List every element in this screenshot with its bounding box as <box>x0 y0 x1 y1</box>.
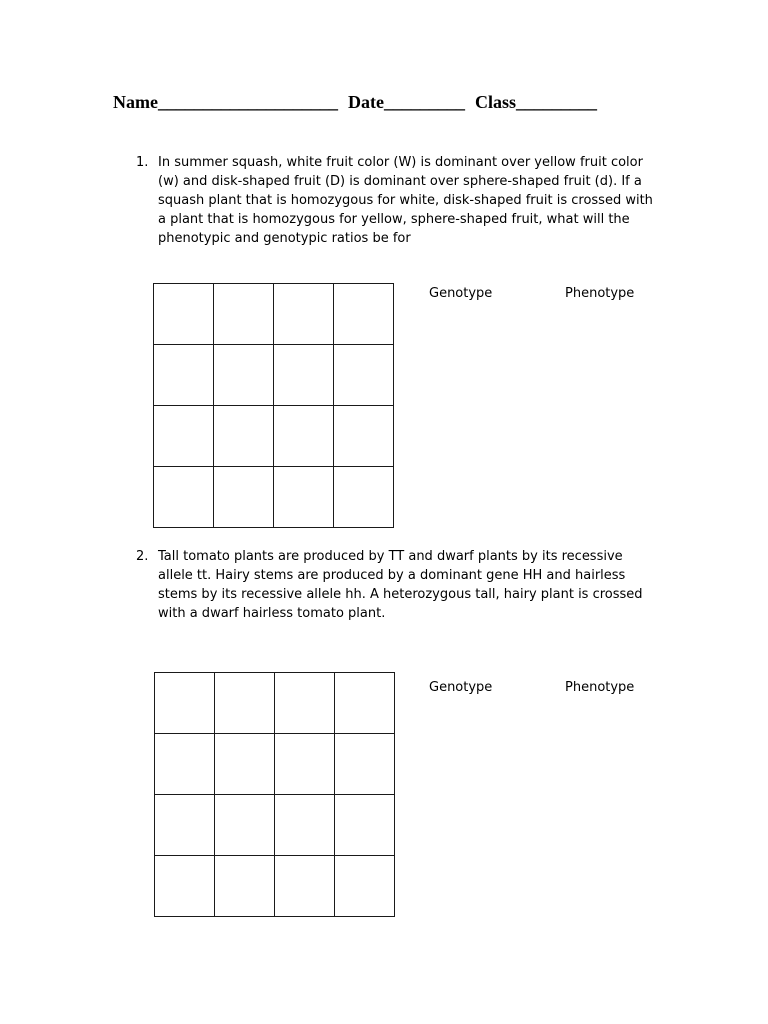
punnett-cell[interactable] <box>275 734 335 795</box>
punnett-cell[interactable] <box>154 467 214 528</box>
question-text: In summer squash, white fruit color (W) is dominant over yellow fruit color (w) and disk-shaped fruit (D) is dominant over sphere-shaped fruit (d). If a squash plant that is homozygous for white, disk-shaped fruit is crossed with a plant that is homozygous for yellow, sphere-shaped fruit, what will the phenotypic and genotypic ratios be for <box>158 155 653 246</box>
worksheet-header <box>113 91 673 113</box>
punnett-cell[interactable] <box>154 284 214 345</box>
punnett-cell[interactable] <box>274 345 334 406</box>
phenotype-label: Phenotype <box>565 286 635 301</box>
class-field: Class_________ <box>474 92 597 112</box>
punnett-cell[interactable] <box>335 795 395 856</box>
genotype-label: Genotype <box>429 286 493 301</box>
punnett-cell[interactable] <box>274 467 334 528</box>
punnett-cell[interactable] <box>214 284 274 345</box>
punnett-cell[interactable] <box>155 673 215 734</box>
punnett-cell[interactable] <box>334 467 394 528</box>
phenotype-label: Phenotype <box>565 680 635 695</box>
punnett-square-1 <box>153 283 394 528</box>
punnett-cell[interactable] <box>334 406 394 467</box>
punnett-cell[interactable] <box>214 406 274 467</box>
punnett-cell[interactable] <box>214 467 274 528</box>
punnett-square-2 <box>154 672 395 917</box>
question-1 <box>136 153 656 248</box>
punnett-row <box>155 856 395 917</box>
punnett-cell[interactable] <box>275 795 335 856</box>
punnett-cell[interactable] <box>334 345 394 406</box>
question-number: 2. <box>136 549 149 564</box>
punnett-cell[interactable] <box>155 795 215 856</box>
punnett-row <box>155 795 395 856</box>
punnett-row <box>154 406 394 467</box>
punnett-cell[interactable] <box>275 673 335 734</box>
punnett-cell[interactable] <box>274 284 334 345</box>
punnett-row <box>155 673 395 734</box>
punnett-row <box>155 734 395 795</box>
punnett-row <box>154 284 394 345</box>
punnett-cell[interactable] <box>335 734 395 795</box>
date-field: Date_________ <box>347 92 465 112</box>
punnett-cell[interactable] <box>335 856 395 917</box>
punnett-cell[interactable] <box>215 795 275 856</box>
punnett-cell[interactable] <box>155 856 215 917</box>
punnett-cell[interactable] <box>334 284 394 345</box>
question-number: 1. <box>136 155 149 170</box>
punnett-cell[interactable] <box>215 734 275 795</box>
punnett-cell[interactable] <box>274 406 334 467</box>
punnett-row <box>154 345 394 406</box>
name-field: Name____________________ <box>113 92 338 112</box>
punnett-cell[interactable] <box>275 856 335 917</box>
genotype-label: Genotype <box>429 680 493 695</box>
punnett-cell[interactable] <box>155 734 215 795</box>
punnett-cell[interactable] <box>335 673 395 734</box>
punnett-cell[interactable] <box>215 673 275 734</box>
question-2 <box>136 547 656 623</box>
punnett-cell[interactable] <box>154 406 214 467</box>
punnett-row <box>154 467 394 528</box>
punnett-cell[interactable] <box>214 345 274 406</box>
punnett-cell[interactable] <box>154 345 214 406</box>
question-text: Tall tomato plants are produced by TT and dwarf plants by its recessive allele tt. Hairy stems are produced by a dominant gene HH and hairless stems by its recessive allele hh. A heterozygous tall, hairy plant is crossed with a dwarf hairless tomato plant. <box>158 549 643 621</box>
punnett-cell[interactable] <box>215 856 275 917</box>
